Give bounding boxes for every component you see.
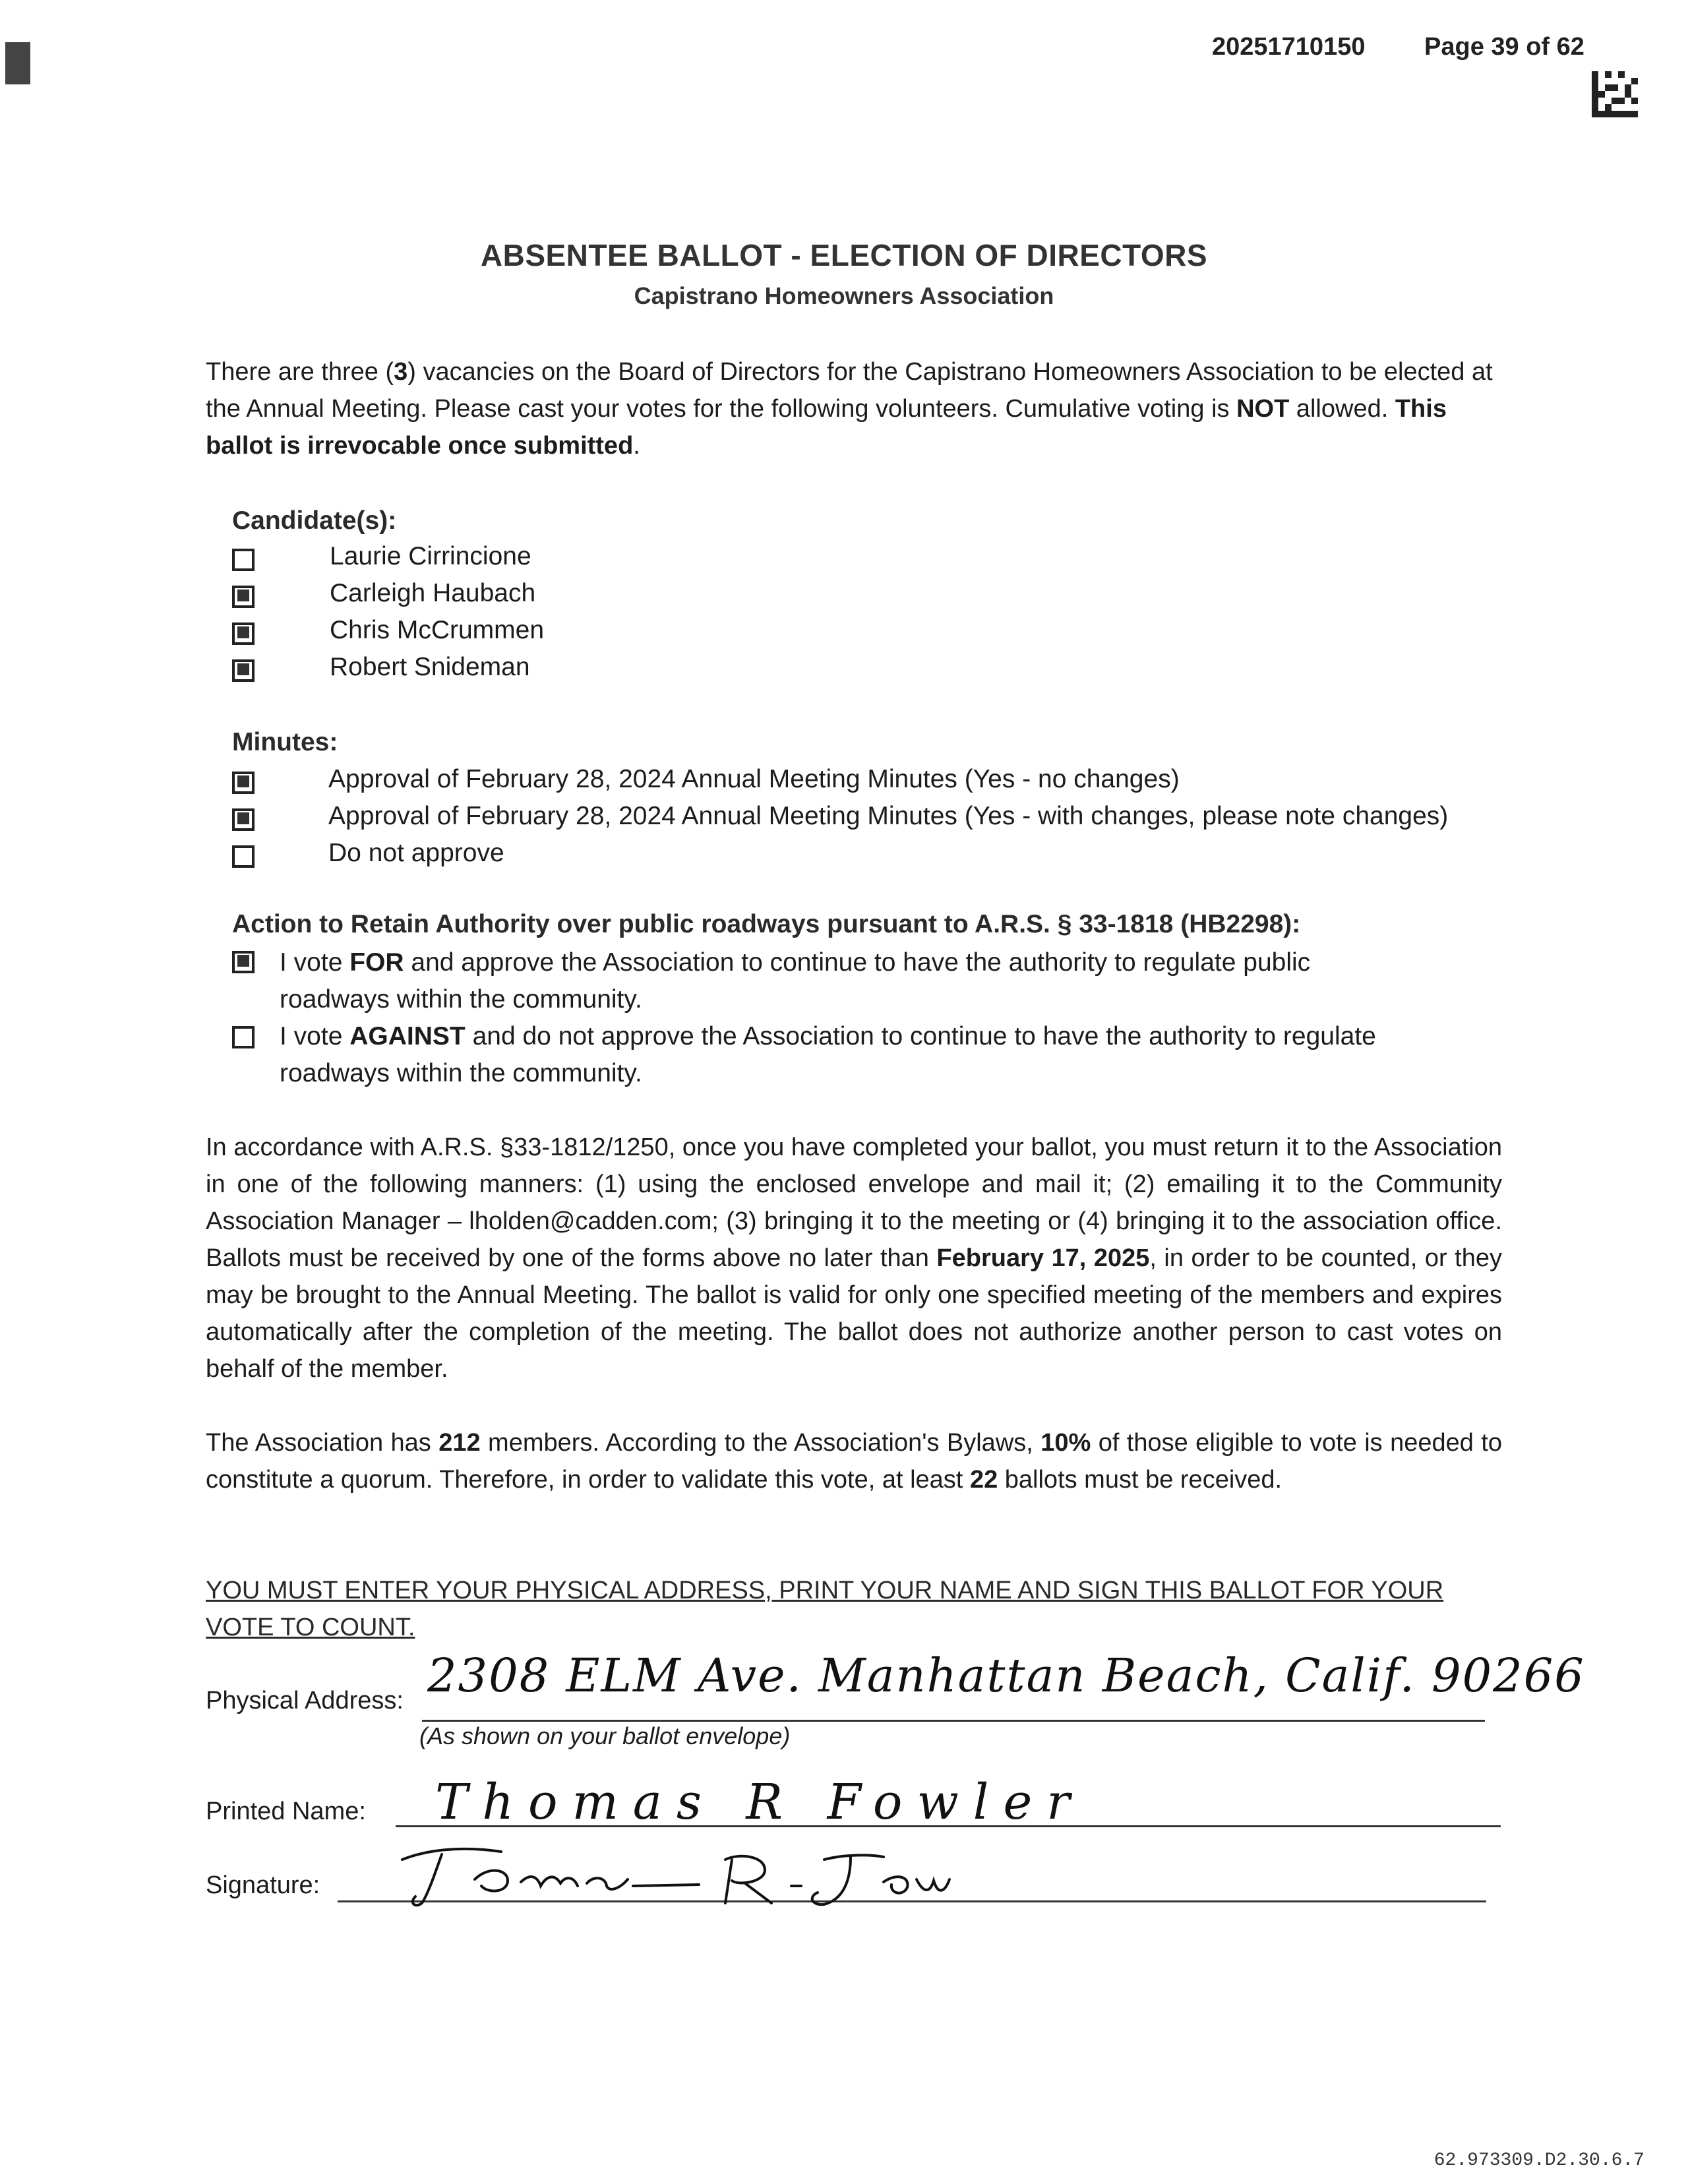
address-underline	[422, 1720, 1485, 1722]
minutes-checkbox[interactable]	[232, 808, 255, 831]
return-instructions-paragraph: In accordance with A.R.S. §33-1812/1250, once you have completed your ballot, you must return it to the Association in one of the following manners: (1) using the enclosed envelope and mail it; (2) emailing it to the Community Association Manager – lholden@cadden.com; (3) bringing it to the meeting or (4) bringing it to the association office. Ballots must be received by one of the forms above no later than February 17, 2025, in order to be counted, or they may be brought to the Annual Meeting. The ballot is valid for only one specified meeting of the members and expires automatically after the completion of the meeting. The ballot does not authorize another person to cast votes on behalf of the member.	[206, 1134, 1502, 1383]
signature-label: Signature:	[206, 1871, 320, 1899]
signature-instruction: YOU MUST ENTER YOUR PHYSICAL ADDRESS, PRINT YOUR NAME AND SIGN THIS BALLOT FOR YOUR VOTE TO COUNT.	[206, 1577, 1444, 1641]
candidates-heading: Candidate(s):	[232, 506, 397, 535]
vote-for-text: I vote FOR and approve the Association to continue to have the authority to regulate public roadways within the community.	[280, 948, 1311, 1014]
ballot-title: ABSENTEE BALLOT - ELECTION OF DIRECTORS	[480, 238, 1208, 272]
action-heading: Action to Retain Authority over public roadways pursuant to A.R.S. § 33-1818 (HB2298):	[232, 910, 1301, 938]
candidate-name: Robert Snideman	[330, 653, 530, 681]
qr-code-icon	[1592, 71, 1638, 117]
candidate-name: Chris McCrummen	[330, 616, 545, 644]
name-label: Printed Name:	[206, 1798, 366, 1825]
candidate-checkbox[interactable]	[232, 659, 255, 682]
page-indicator: Page 39 of 62	[1424, 33, 1584, 61]
vote-against-checkbox[interactable]	[232, 1026, 255, 1048]
minutes-option-text: Do not approve	[328, 839, 504, 867]
candidate-checkbox[interactable]	[232, 549, 255, 571]
minutes-option-text: Approval of February 28, 2024 Annual Meeting Minutes (Yes - with changes, please note changes)	[328, 802, 1449, 830]
vote-against-text: I vote AGAINST and do not approve the Association to continue to have the authority to regulate roadways within the community.	[280, 1022, 1376, 1087]
document-number: 20251710150	[1212, 33, 1366, 61]
minutes-option-text: Approval of February 28, 2024 Annual Meeting Minutes (Yes - no changes)	[328, 765, 1180, 793]
address-handwritten[interactable]: 2308 ELM Ave. Manhattan Beach, Calif. 90266	[427, 1649, 1585, 1703]
signature-scrawl[interactable]	[396, 1840, 963, 1912]
association-name: Capistrano Homeowners Association	[634, 282, 1054, 309]
address-label: Physical Address:	[206, 1687, 404, 1714]
minutes-checkbox[interactable]	[232, 772, 255, 794]
footer-code: 62.973309.D2.30.6.7	[1433, 2150, 1644, 2171]
scan-edge-mark	[5, 42, 30, 84]
candidate-name: Laurie Cirrincione	[330, 542, 531, 570]
candidate-checkbox[interactable]	[232, 622, 255, 645]
candidate-checkbox[interactable]	[232, 586, 255, 608]
minutes-heading: Minutes:	[232, 728, 338, 756]
quorum-paragraph: The Association has 212 members. According to the Association's Bylaws, 10% of those eligible to vote is needed to constitute a quorum. Therefore, in order to validate this vote, at least 22 ballots must be received.	[206, 1429, 1502, 1494]
intro-paragraph: There are three (3) vacancies on the Board of Directors for the Capistrano Homeowners Association to be elected at the Annual Meeting. Please cast your votes for the following volunteers. Cumulative voting is NOT allowed. This ballot is irrevocable once submitted.	[206, 358, 1493, 460]
minutes-checkbox[interactable]	[232, 845, 255, 868]
vote-for-checkbox[interactable]	[232, 951, 255, 973]
address-note: (As shown on your ballot envelope)	[419, 1722, 791, 1749]
printed-name-handwritten[interactable]: Thomas R Fowler	[435, 1774, 1085, 1831]
candidate-name: Carleigh Haubach	[330, 579, 536, 607]
